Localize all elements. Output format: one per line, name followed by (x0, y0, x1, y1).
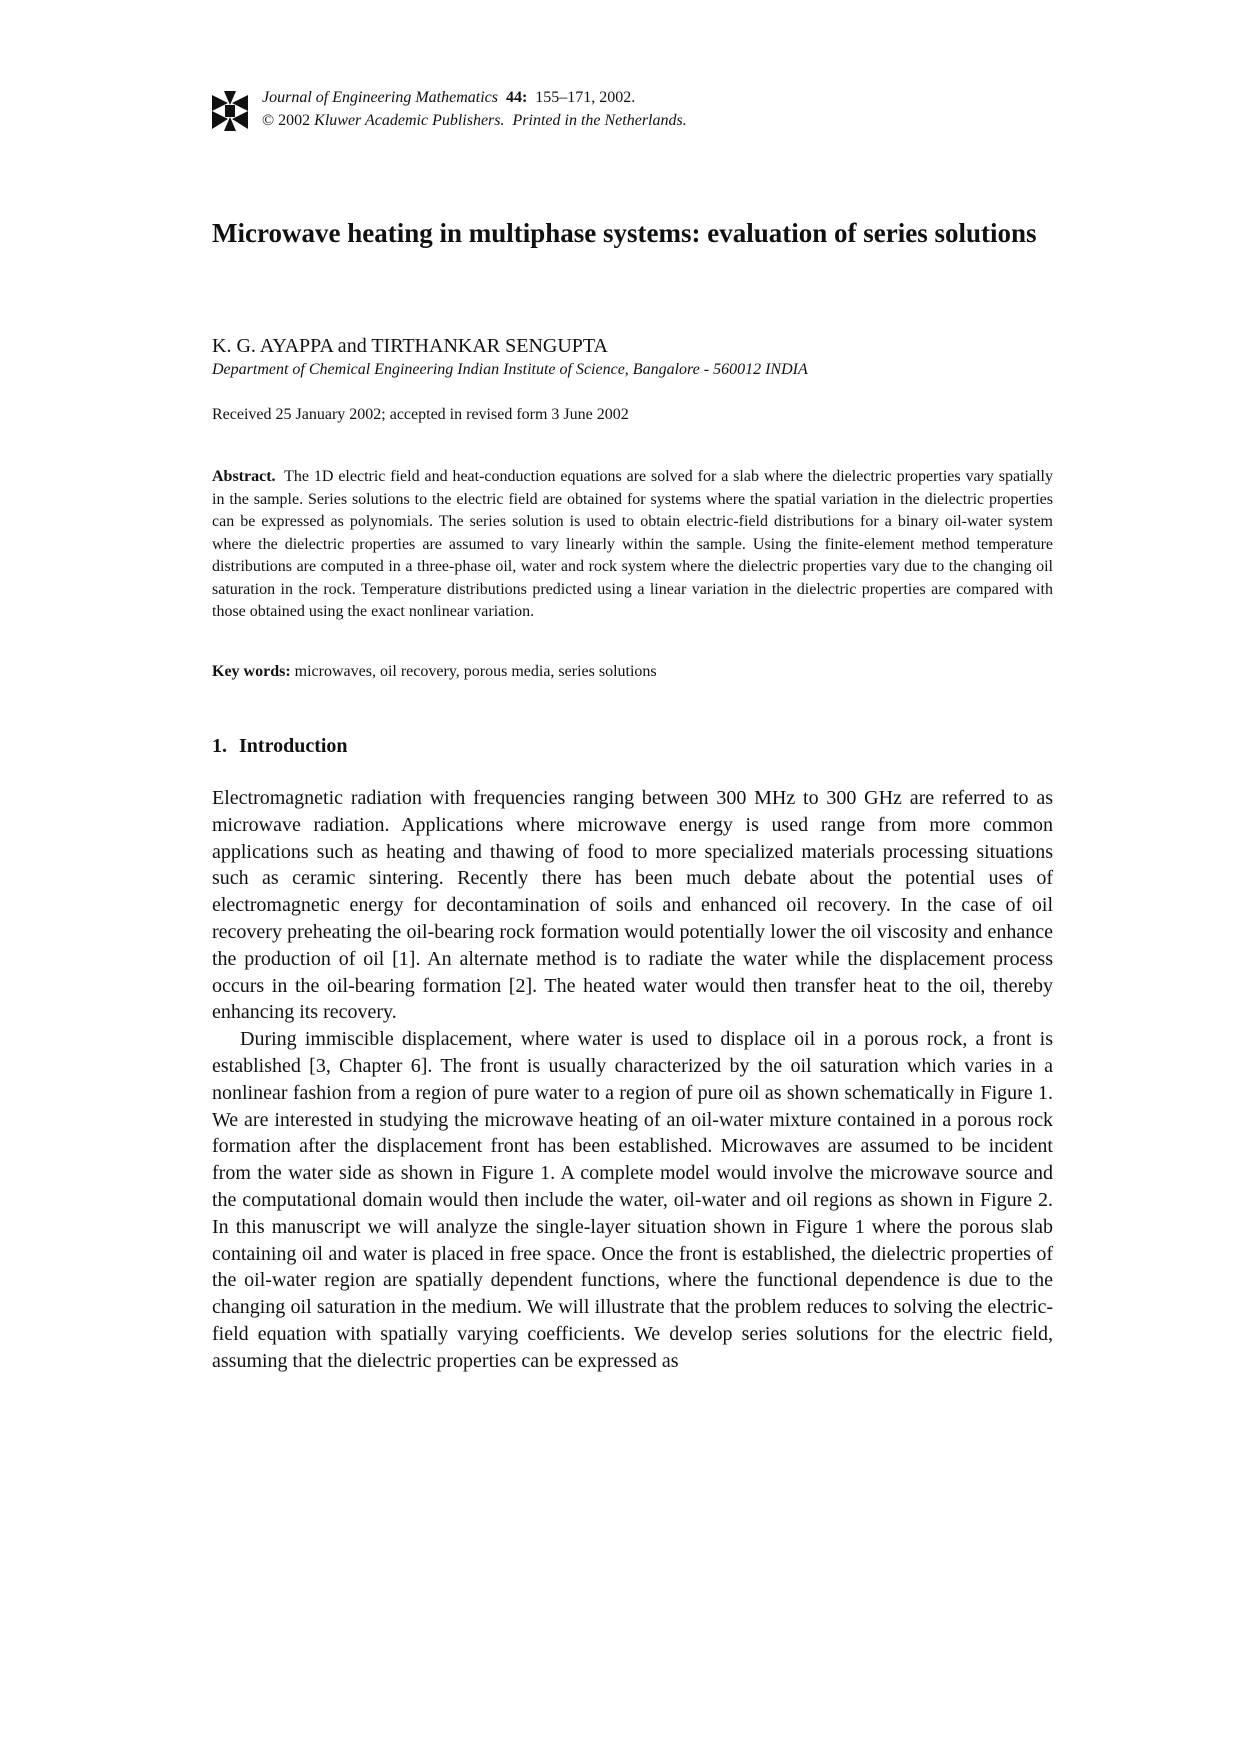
body-paragraph-2: During immiscible displacement, where water is used to displace oil in a porous rock, a front is established [3, Chapter 6]. The front is usually characterized by the oil saturation which varies in a nonlinear fashion from a region of pure water to a region of pure oil as shown schematically in Figure 1. We are interested in studying the microwave heating of an oil-water mixture contained in a porous rock formation after the displacement front has been established. Microwaves are assumed to be incident from the water side as shown in Figure 1. A complete model would involve the microwave source and the computational domain would then include the water, oil-water and oil regions as shown in Figure 2. In this manuscript we will analyze the single-layer situation shown in Figure 1 where the porous slab containing oil and water is placed in free space. Once the front is established, the dielectric properties of the oil-water region are spatially dependent functions, where the functional dependence is due to the changing oil saturation in the medium. We will illustrate that the problem reduces to solving the electric-field equation with spatially varying coefficients. We develop series solutions for the electric field, assuming that the dielectric properties can be expressed as (212, 1028, 1053, 1372)
abstract-label: Abstract. (212, 468, 276, 485)
section-heading (212, 733, 348, 759)
publisher-logo-icon (212, 91, 248, 131)
abstract-text: The 1D electric field and heat-conduction equations are solved for a slab where the dielectric properties vary spatially in the sample. Series solutions to the electric field are obtained for systems where the spatial variation in the dielectric properties can be expressed as polynomials. The series solution is used to obtain electric-field distributions for a binary oil-water system where the dielectric properties are assumed to vary linearly within the sample. Using the finite-element method temperature distributions are computed in a three-phase oil, water and rock system where the dielectric properties vary due to the changing oil saturation in the rock. Temperature distributions predicted using a linear variation in the dielectric properties are compared with those obtained using the exact nonlinear variation. (212, 468, 1053, 620)
keywords-text: microwaves, oil recovery, porous media, series solutions (294, 663, 657, 680)
journal-name: Journal of Engineering Mathematics (262, 89, 498, 106)
body-paragraph-1: Electromagnetic radiation with frequencies ranging between 300 MHz to 300 GHz are referred to as microwave radiation. Applications where microwave energy is used range from more common applications such as heating and thawing of food to more specialized materials processing situations such as ceramic sintering. Recently there has been much debate about the potential uses of electromagnetic energy for decontamination of soils and enhanced oil recovery. In the case of oil recovery preheating the oil-bearing rock formation would potentially lower the oil viscosity and enhance the production of oil [1]. An alternate method is to radiate the water while the displacement process occurs in the oil-bearing formation [2]. The heated water would then transfer heat to the oil, thereby enhancing its recovery. (212, 787, 1053, 1024)
section-number: 1. (212, 735, 227, 757)
journal-citation (262, 86, 687, 132)
author-affiliation: Department of Chemical Engineering Indian Institute of Science, Bangalore - 560012 INDIA (212, 361, 808, 378)
keywords-label: Key words: (212, 663, 291, 680)
section-title: Introduction (239, 735, 348, 757)
keywords (212, 661, 657, 683)
received-dates: Received 25 January 2002; accepted in revised form 3 June 2002 (212, 406, 629, 423)
printed-location: Printed in the Netherlands. (512, 112, 687, 129)
paper-title: Microwave heating in multiphase systems: evaluation of series solutions (212, 218, 1037, 248)
copyright-symbol: © (262, 112, 275, 129)
paper-authors: K. G. AYAPPA and TIRTHANKAR SENGUPTA (212, 335, 608, 357)
journal-pages-year: 155–171, 2002. (535, 89, 636, 106)
body-text (212, 785, 1053, 1375)
abstract (212, 466, 1053, 624)
journal-volume: 44: (505, 89, 528, 106)
publisher-name: Kluwer Academic Publishers. (314, 112, 505, 129)
journal-header (212, 86, 1053, 136)
copyright-year: 2002 (278, 112, 311, 129)
